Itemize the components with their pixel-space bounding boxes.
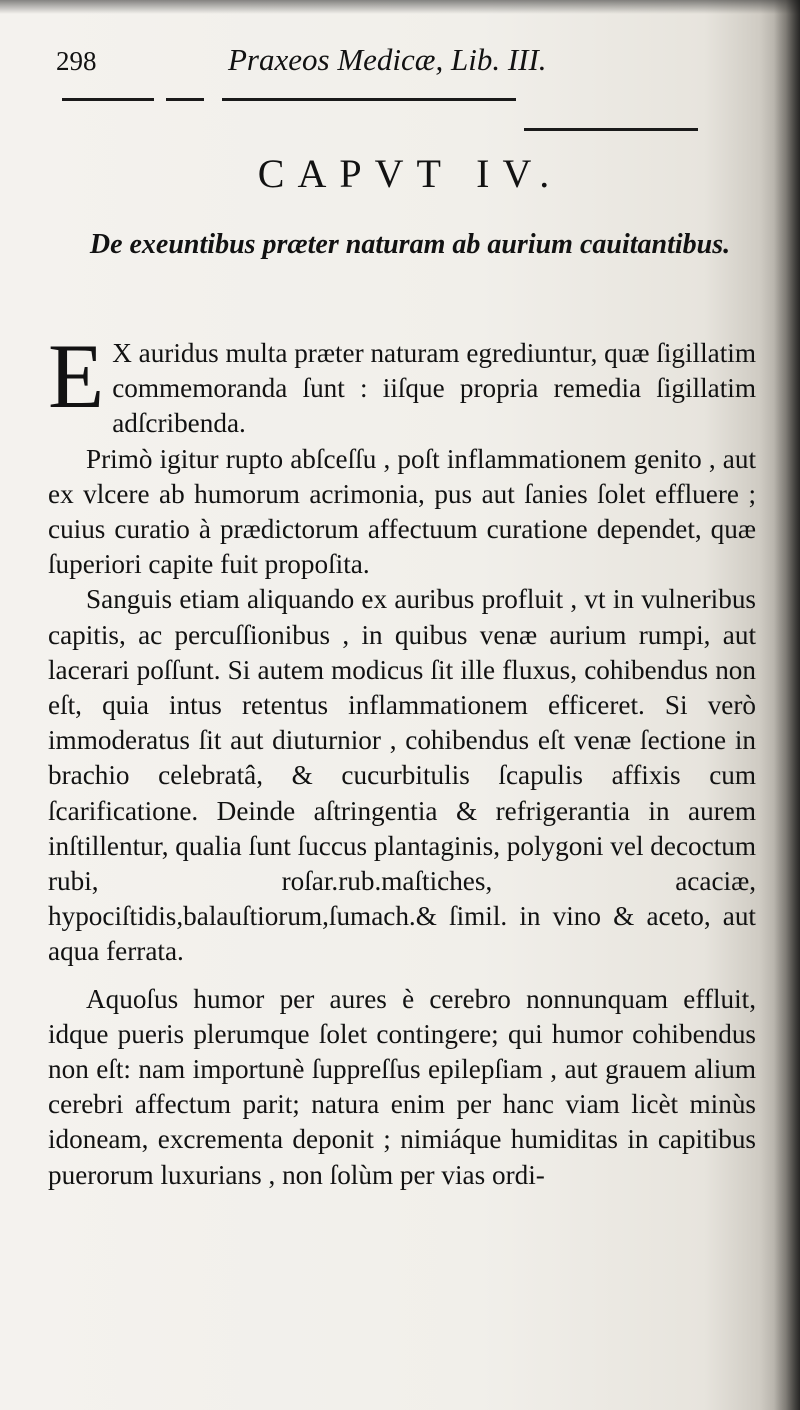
paragraph: Aquoſus humor per aures è cerebro nonnunquam effluit, idque pueris plerumque ſolet contingere; qui humor cohibendus non eſt: nam importunè ſuppreſſus epilepſiam , aut grauem alium cerebri affectum parit; natura enim per hanc viam licèt minùs idoneam, excrementa deponit ; nimiáque humiditas in capitibus puerorum luxurians , non ſolùm per vias ordi- — [48, 983, 756, 1190]
body-text — [48, 325, 756, 1193]
drop-cap: E — [48, 325, 105, 427]
header-rule — [62, 98, 154, 101]
page-number: 298 — [56, 46, 97, 76]
page-gutter-shadow — [774, 0, 800, 1410]
running-head: Praxeos Medicæ, Lib. III. — [228, 42, 547, 77]
chapter-title: CAPVT IV. — [257, 151, 563, 196]
paragraph-text: X auridus multa præter naturam egrediuntur, quæ ſigillatim commemoranda ſunt : iiſque propria remedia ſigillatim adſcribenda. — [112, 338, 756, 439]
header-rule — [222, 98, 516, 101]
paragraph: Sanguis etiam aliquando ex auribus profluit , vt in vulneribus capitis, ac percuſſionibus , in quibus venæ aurium rumpi, aut lacerari poſſunt. Si autem modicus ſit ille fluxus, cohibendus non eſt, quia intus retentus inflammationem efficeret. Si verò immoderatus ſit aut diuturnior , cohibendus eſt venæ ſectione in brachio celebratâ, & cucurbitulis ſcapulis affixis cum ſcarificatione. Deinde aſtringentia & refrigerantia in aurem inſtillentur, qualia ſunt ſuccus plantaginis, polygoni vel decoctum rubi, roſar.rub.maſtiches, acaciæ, hypociſtidis,balauſtiorum,ſumach.& ſimil. in vino & aceto, aut aqua ferrata. — [48, 584, 756, 967]
header-rule — [166, 98, 204, 101]
header-rule — [524, 128, 698, 131]
paragraph: Primò igitur rupto abſceſſu , poſt inflammationem genito , aut ex vlcere ab humorum acrimonia, pus aut ſanies ſolet effluere ; cuius curatio à prædictorum affectuum curatione dependet, quæ ſuperiori capite fuit propoſita. — [48, 443, 756, 580]
chapter-subtitle: De exeuntibus præter naturam ab aurium cauitantibus. — [89, 229, 731, 260]
page-header — [56, 42, 716, 92]
paragraph — [48, 325, 756, 442]
page-top-shadow — [0, 0, 800, 14]
